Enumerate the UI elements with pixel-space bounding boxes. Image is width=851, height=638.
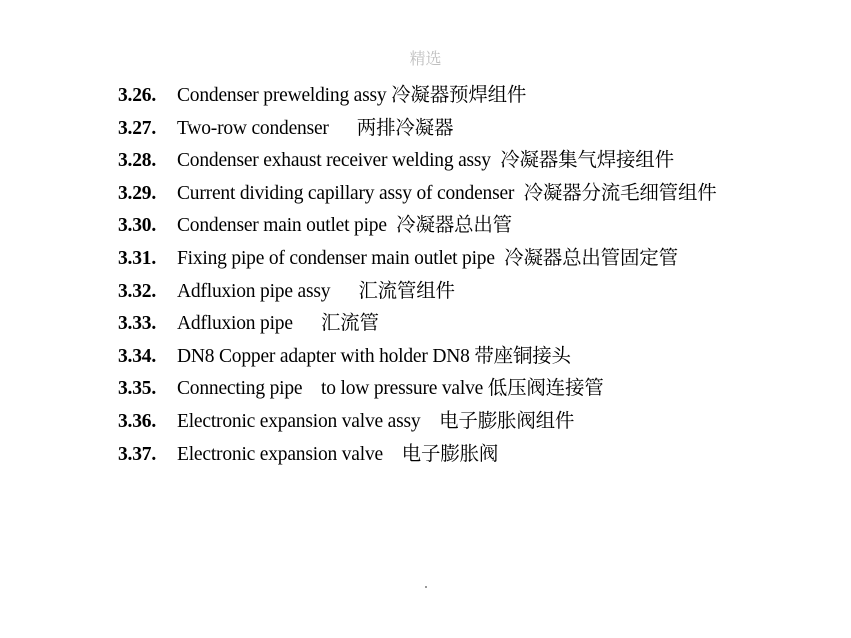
item-number: 3.27. [118, 117, 157, 139]
item-number: 3.32. [118, 280, 157, 302]
item-number: 3.33. [118, 313, 157, 335]
item-text: DN8 Copper adapter with holder DN8 带座铜接头 [177, 345, 571, 367]
item-number: 3.36. [118, 410, 157, 432]
list-item [118, 341, 818, 374]
list-item [118, 439, 818, 472]
list-item [118, 210, 818, 243]
item-text: Connecting pipe to low pressure valve 低压阀连接管 [177, 378, 604, 400]
item-text: Fixing pipe of condenser main outlet pipe 冷凝器总出管固定管 [177, 247, 678, 269]
item-text: Condenser exhaust receiver welding assy 冷凝器集气焊接组件 [177, 150, 674, 172]
item-number: 3.29. [118, 182, 157, 204]
list-item [118, 308, 818, 341]
item-text: Adfluxion pipe assy 汇流管组件 [177, 280, 455, 302]
item-text: Electronic expansion valve 电子膨胀阀 [177, 443, 499, 465]
list-item [118, 243, 818, 276]
item-text: Two-row condenser 两排冷凝器 [177, 117, 454, 139]
item-number: 3.31. [118, 247, 157, 269]
list-item [118, 276, 818, 309]
item-text: Condenser main outlet pipe 冷凝器总出管 [177, 215, 512, 237]
item-number: 3.37. [118, 443, 157, 465]
term-list [118, 80, 818, 471]
list-item [118, 80, 818, 113]
item-text: Adfluxion pipe 汇流管 [177, 313, 379, 335]
footer-dot [425, 586, 427, 588]
list-item [118, 113, 818, 146]
item-number: 3.35. [118, 378, 157, 400]
watermark: 精选 [409, 49, 442, 68]
item-number: 3.28. [118, 150, 157, 172]
list-item [118, 178, 818, 211]
item-text: Condenser prewelding assy 冷凝器预焊组件 [177, 85, 527, 106]
list-item [118, 373, 818, 406]
item-number: 3.30. [118, 215, 157, 237]
item-number: 3.26. [118, 85, 157, 106]
item-number: 3.34. [118, 345, 157, 367]
list-item [118, 406, 818, 439]
item-text: Electronic expansion valve assy 电子膨胀阀组件 [177, 410, 575, 432]
list-item [118, 145, 818, 178]
item-text: Current dividing capillary assy of condenser 冷凝器分流毛细管组件 [177, 182, 717, 204]
